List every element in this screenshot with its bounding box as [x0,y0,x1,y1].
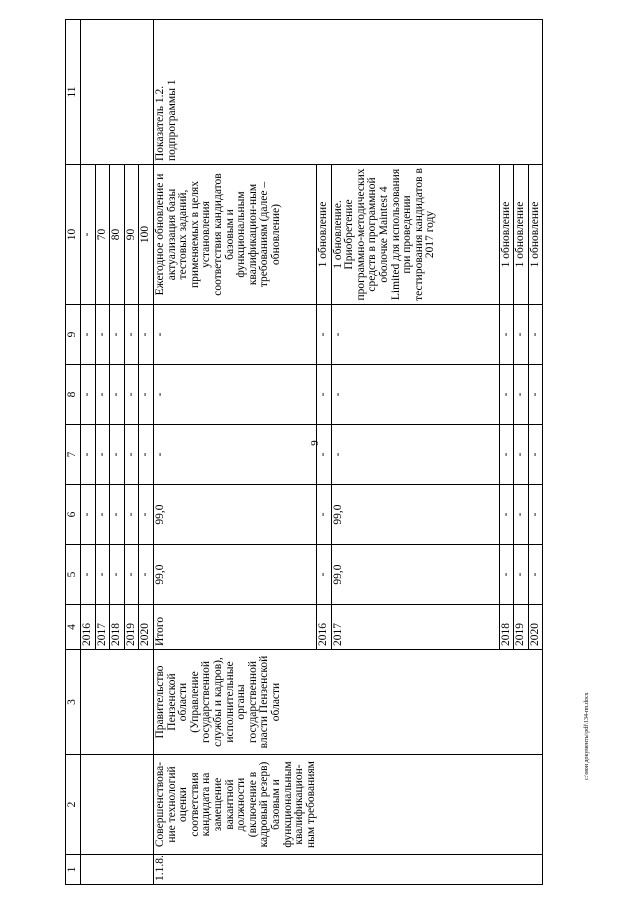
program-table [65,19,543,885]
value-cell: - [514,425,529,485]
header-cell-8: 8 [66,365,81,425]
header-cell-6: 6 [66,485,81,545]
value-cell: - [95,425,110,485]
value-cell: - [316,365,331,425]
value-cell: - [81,165,96,305]
total-label: Итого [153,605,316,650]
value-cell: - [499,545,514,605]
value-cell: - [124,545,139,605]
value-cell: - [81,305,96,365]
year-cell: 2017 [331,605,499,650]
table-row [81,20,96,885]
item-number: 1.1.8. [153,855,542,885]
value-cell: - [316,485,331,545]
value-cell: - [81,425,96,485]
value-cell: - [514,305,529,365]
empty-cell [81,855,154,885]
header-cell-11: 11 [66,20,81,165]
value-cell: - [95,305,110,365]
header-cell-3: 3 [66,650,81,755]
year-cell: 2018 [110,605,125,650]
value-cell: - [81,365,96,425]
year-cell: 2016 [81,605,96,650]
table-frame [65,20,583,885]
value-cell: - [95,545,110,605]
header-cell-7: 7 [66,425,81,485]
table-row [153,20,316,885]
year-cell: 2016 [316,605,331,650]
value-cell: 1 обновление [528,165,543,305]
value-cell: - [514,365,529,425]
value-cell: 70 [95,165,110,305]
value-cell: - [81,545,96,605]
value-cell: 1 обновление [514,165,529,305]
value-cell: - [124,485,139,545]
footer-file-path: c:\мои документы\pdf\134-пп.docx [584,692,590,780]
year-cell: 2019 [124,605,139,650]
value-cell: - [528,365,543,425]
value-cell: - [153,365,316,425]
value-cell: 80 [110,165,125,305]
header-cell-2: 2 [66,755,81,855]
year-cell: 2019 [514,605,529,650]
value-cell: 1 обновление [316,165,331,305]
value-cell: - [139,545,154,605]
value-cell: 99,0 [331,485,499,545]
value-cell: - [499,305,514,365]
value-cell: - [153,425,316,485]
page-number: 9 [308,440,321,446]
value-cell: - [139,425,154,485]
header-row [66,20,81,885]
value-cell: - [81,485,96,545]
value-cell: - [331,425,499,485]
value-cell: - [528,545,543,605]
value-cell: 99,0 [153,545,316,605]
value-cell: - [139,485,154,545]
header-cell-4: 4 [66,605,81,650]
header-cell-5: 5 [66,545,81,605]
value-cell: - [528,485,543,545]
value-cell: - [499,365,514,425]
empty-cell [81,755,154,855]
value-cell: 1 обновление. Приобретение программно-методических средств в программной оболочке Maintest 4 Limited для использования при проведении тестирования кандидатов в 2017 году [331,165,499,305]
value-cell: - [499,485,514,545]
value-cell: 100 [139,165,154,305]
value-cell: - [124,425,139,485]
value-cell: - [316,545,331,605]
value-cell: - [153,305,316,365]
value-cell: - [124,305,139,365]
value-cell: - [95,485,110,545]
value-cell: Ежегодное обновление и актуализация базы тестовых заданий, применяемых в целях установления соответствия кандидатов базовым и функциональным квалификацион-ным требованиям (далее – обновление) [153,165,316,305]
value-cell: 90 [124,165,139,305]
value-cell: - [316,425,331,485]
value-cell: 1 обновление [499,165,514,305]
value-cell: 99,0 [153,485,316,545]
value-cell: - [110,545,125,605]
value-cell: - [139,305,154,365]
item-executor: Правительство Пензенской области (Управление государственной службы и кадров), исполнительные органы государственной власти Пензенской области [153,650,542,755]
value-cell: - [331,305,499,365]
year-cell: 2017 [95,605,110,650]
value-cell: - [110,305,125,365]
value-cell: - [110,425,125,485]
year-cell: 2020 [528,605,543,650]
value-cell: - [139,365,154,425]
value-cell: - [514,485,529,545]
year-cell: 2020 [139,605,154,650]
empty-cell [81,20,154,165]
value-cell: - [316,305,331,365]
value-cell: - [331,365,499,425]
value-cell: - [528,305,543,365]
value-cell: - [110,365,125,425]
value-cell: 99,0 [331,545,499,605]
item-name: Совершенствова-ние технологий оценки соответствия кандидата на замещение вакантной должности (включение в кадровый резерв) базовым и функциональным квалификацион-ным требованиям [153,755,542,855]
value-cell: - [110,485,125,545]
item-indicator: Показатель 1.2. подпрограммы 1 [153,20,542,165]
header-cell-9: 9 [66,305,81,365]
value-cell: - [95,365,110,425]
header-cell-1: 1 [66,855,81,885]
value-cell: - [499,425,514,485]
year-cell: 2018 [499,605,514,650]
empty-cell [81,650,154,755]
value-cell: - [528,425,543,485]
value-cell: - [514,545,529,605]
header-cell-10: 10 [66,165,81,305]
value-cell: - [124,365,139,425]
rotated-table-wrapper [65,20,583,885]
